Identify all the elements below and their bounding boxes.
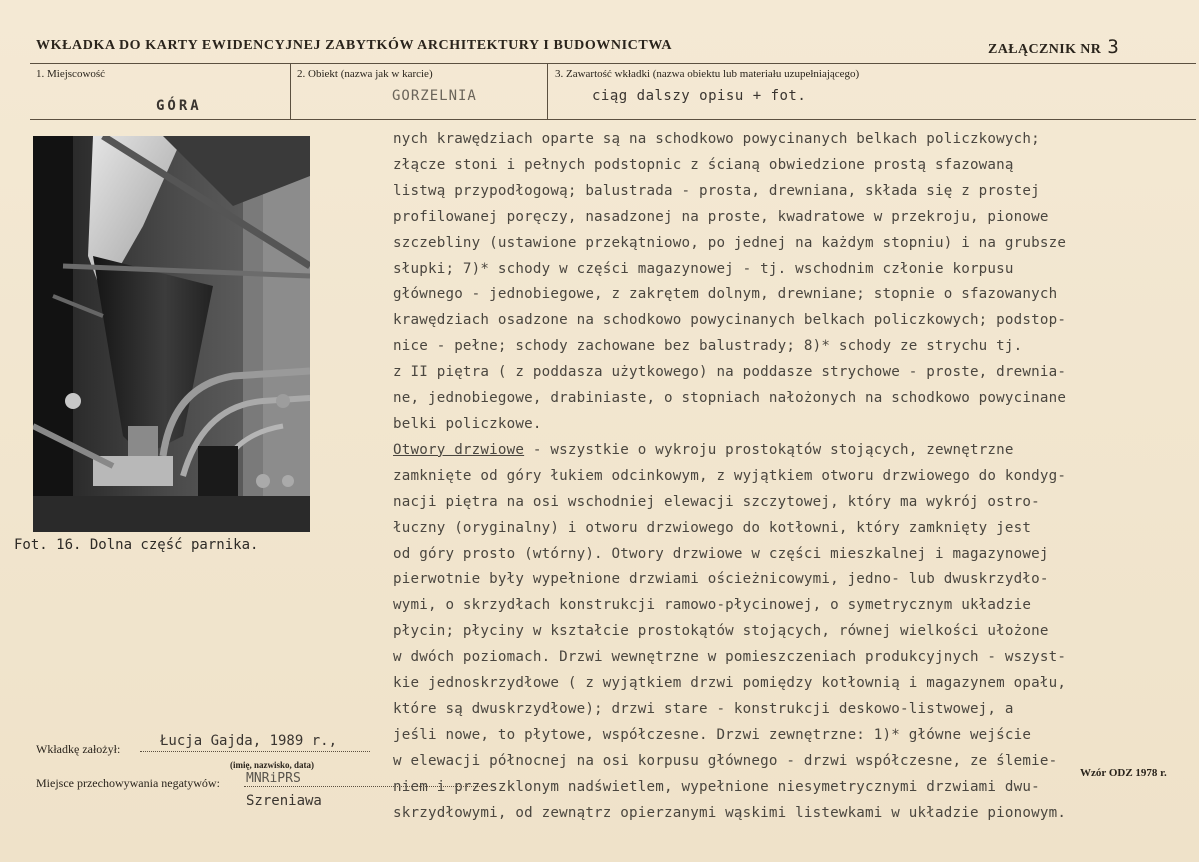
text-line: ne, jednobiegowe, drabiniaste, o stopniach nałożonych na schodkowo powycinane [393, 390, 1067, 407]
doors-heading-rest: - wszystkie o wykroju prostokątów stojących, zewnętrzne [524, 441, 1014, 458]
negatives-dotted-line [244, 786, 494, 787]
text-line: szczebliny (ustawione przekątniowo, po jednej na każdym stopniu) i na grubsze [393, 234, 1067, 251]
text-line: wymi, o skrzydłach konstrukcji ramowo-płycinowej, o symetrycznym układzie [393, 597, 1032, 614]
form-code: Wzór ODZ 1978 r. [1080, 767, 1167, 779]
text-line: płycin; płyciny w kształcie prostokątów stojących, równej wielkości ułożone [393, 623, 1049, 640]
text-line: od góry prosto (wtórny). Otwory drzwiowe w części mieszkalnej i magazynowej [393, 545, 1049, 562]
founder-dotted-line [140, 751, 370, 752]
text-line: belki policzkowe. [393, 415, 542, 432]
header-divider-2 [547, 63, 548, 119]
text-line: krawędziach osadzone na schodkowo powycinanych belkach policzkowych; podstop- [393, 312, 1067, 329]
boiler-photo-image [33, 136, 310, 532]
header-top-rule [30, 63, 1196, 64]
founder-hint: (imię, nazwisko, data) [230, 760, 314, 770]
doors-heading-line [393, 438, 1183, 464]
contents-value: ciąg dalszy opisu + fot. [592, 88, 807, 104]
doors-heading: Otwory drzwiowe [393, 441, 525, 458]
contents-label: 3. Zawartość wkładki (nazwa obiektu lub materiału uzupełniającego) [555, 68, 860, 80]
text-line: w dwóch poziomach. Drzwi wewnętrzne w pomieszczeniach produkcyjnych - wszyst- [393, 649, 1067, 666]
negatives-value-2: Szreniawa [246, 793, 322, 809]
negatives-value-1: MNRiPRS [246, 771, 301, 786]
text-line: z II piętra ( z poddasza użytkowego) na poddasze strychowe - proste, drewnia- [393, 364, 1067, 381]
header-divider-1 [290, 63, 291, 119]
text-line: głównego - jednobiegowe, z zakrętem dolnym, drewniane; stopnie o sfazowanych [393, 286, 1058, 303]
founder-value: Łucja Gajda, 1989 r., [160, 733, 338, 749]
card-title: WKŁADKA DO KARTY EWIDENCYJNEJ ZABYTKÓW ARCHITEKTURY I BUDOWNICTWA [36, 38, 673, 53]
text-line: łuczny (oryginalny) i otworu drzwiowego do kotłowni, który zamknięty jest [393, 519, 1032, 536]
text-line: pierwotnie były wypełnione drzwiami ościeżnicowymi, jedno- lub dwuskrzydło- [393, 571, 1049, 588]
text-line: które są dwuskrzydłowe); drzwi stare - konstrukcji deskowo-listwowej, a [393, 700, 1014, 717]
text-line: zamknięte od góry łukiem odcinkowym, z wyjątkiem otworu drzwiowego do kondyg- [393, 467, 1067, 484]
text-line: nice - pełne; schody zachowane bez balustrady; 8)* schody ze strychu tj. [393, 338, 1023, 355]
annex-label-text: ZAŁĄCZNIK NR [988, 42, 1102, 57]
header-bottom-rule [30, 119, 1196, 120]
location-value: GÓRA [156, 98, 202, 114]
founder-label: Wkładkę założył: [36, 742, 121, 756]
text-line: kie jednoskrzydłowe ( z wyjątkiem drzwi pomiędzy kotłownią i magazynem opału, [393, 675, 1067, 692]
text-line: skrzydłowymi, od zewnątrz opierzanymi wąskimi listewkami w układzie pionowym. [393, 804, 1067, 821]
text-line: słupki; 7)* schody w części magazynowej - tj. wschodnim członie korpusu [393, 260, 1014, 277]
text-line: niem i przeszklonym nadświetlem, wypełnione niesymetrycznymi drzwiami dwu- [393, 778, 1040, 795]
annex-number: 3 [1107, 36, 1120, 58]
text-line: nacji piętra na osi wschodniej elewacji szczytowej, który ma wykrój ostro- [393, 493, 1040, 510]
location-label: 1. Miejscowość [36, 68, 106, 80]
boiler-photo [33, 136, 310, 532]
annex-label [988, 36, 1119, 58]
negatives-label: Miejsce przechowywania negatywów: [36, 776, 220, 790]
text-line: nych krawędziach oparte są na schodkowo powycinanych belkach policzkowych; [393, 131, 1040, 147]
text-line: jeśli nowe, to płytowe, współczesne. Drzwi zewnętrzne: 1)* główne wejście [393, 726, 1032, 743]
object-value: GORZELNIA [392, 88, 477, 104]
object-label: 2. Obiekt (nazwa jak w karcie) [297, 68, 433, 80]
text-line: złącze stoni i pełnych podstopnic z ścianą obwiedzione prostą sfazowaną [393, 156, 1014, 173]
text-line: listwą przypodłogową; balustrada - prosta, drewniana, składa się z prostej [393, 182, 1040, 199]
description-text [393, 127, 1183, 826]
photo-caption: Fot. 16. Dolna część parnika. [14, 537, 259, 553]
text-line: profilowanej poręczy, nasadzonej na proste, kwadratowe w przekroju, pionowe [393, 208, 1049, 225]
text-line: w elewacji północnej na osi korpusu głównego - drzwi współczesne, ze ślemie- [393, 752, 1058, 769]
